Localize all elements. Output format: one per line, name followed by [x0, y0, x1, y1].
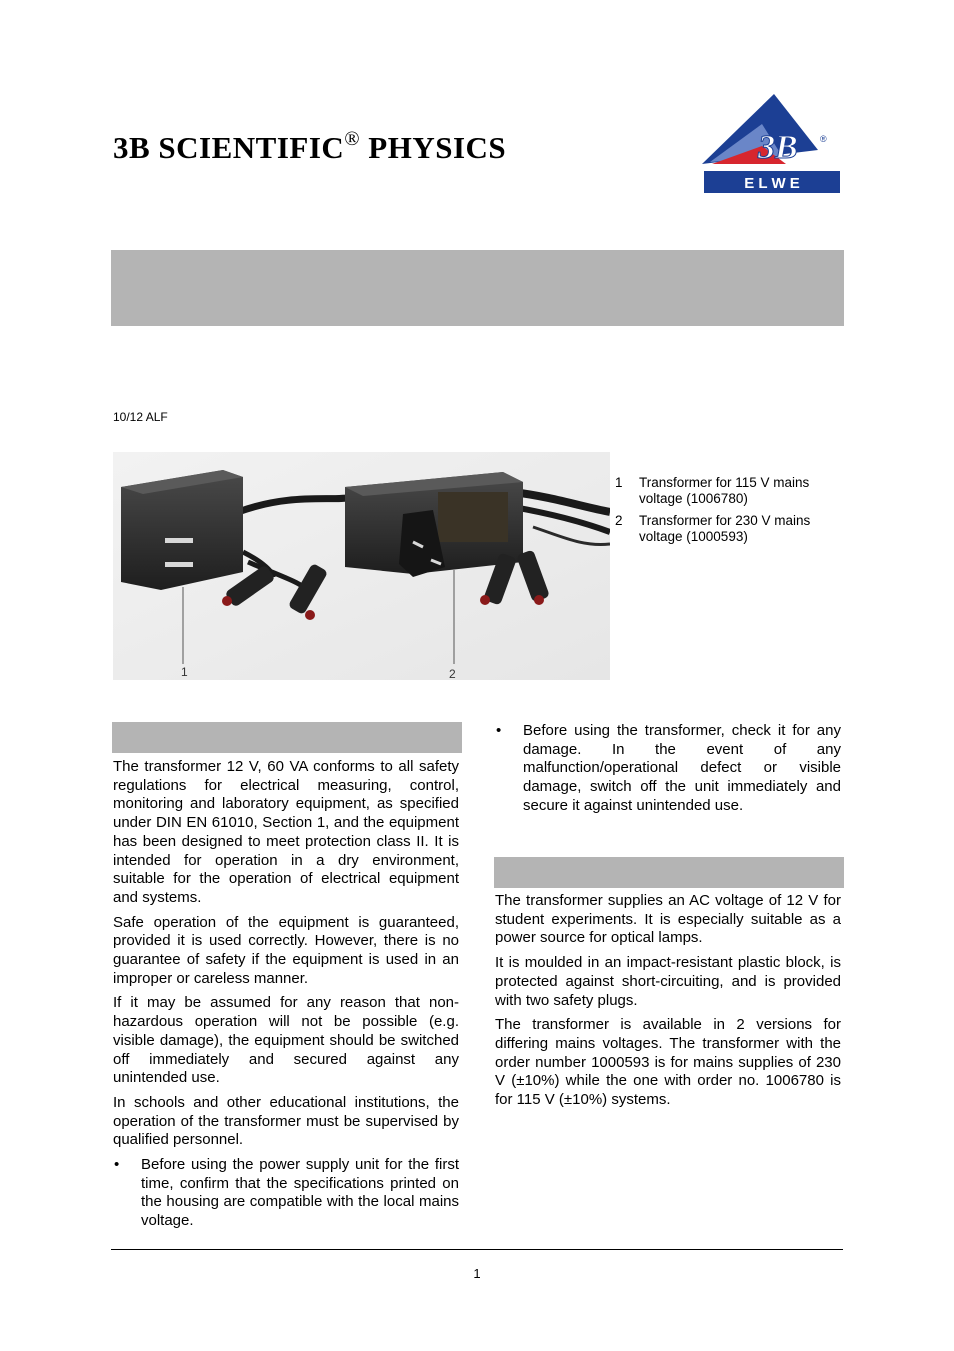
paragraph: The transformer supplies an AC voltage of 12 V for student experiments. It is especially suitable as a power source for optical lamps.: [495, 892, 841, 947]
callout-2: 2: [449, 667, 456, 680]
bullet-list: [495, 722, 841, 816]
right-column-top: [495, 722, 841, 822]
figure-legend: [615, 475, 847, 551]
legend-number: 1: [615, 475, 623, 490]
paragraph: The transformer 12 V, 60 VA conforms to all safety regulations for electrical measuring, control, monitoring and laboratory equipment, as specified under DIN EN 61010, Section 1, and the equipment has been designed to meet protection class II. It is intended for operation in a dry environment, suitable for the operation of electrical equipment and systems.: [113, 758, 459, 906]
legend-item: [615, 513, 847, 545]
legend-text: Transformer for 230 V mains voltage (1000593): [639, 513, 811, 544]
paragraph: Safe operation of the equipment is guaranteed, provided it is used correctly. However, there is no guarantee of safety if the equipment is used in an improper or careless manner.: [113, 913, 459, 987]
right-column: [495, 892, 841, 1116]
brand-title: [113, 128, 506, 166]
paragraph: If it may be assumed for any reason that non-hazardous operation will not be possible (e.g. visible damage), the equipment should be switched off immediately and secured against any unintended use.: [113, 994, 459, 1087]
bullet-item: • Before using the transformer, check it for any damage. In the event of any malfunction/operational defect or visible damage, switch off the unit immediately and secure it against unintended use.: [495, 722, 841, 816]
brand-main: 3B SCIENTIFIC: [113, 130, 345, 165]
plug-prong-icon: [165, 538, 193, 543]
doc-code: 10/12 ALF: [113, 410, 168, 424]
footer-rule: [111, 1249, 843, 1250]
bullet-item: • Before using the power supply unit for the first time, confirm that the specifications printed on the housing are compatible with the local mains voltage.: [113, 1156, 459, 1231]
legend-item: [615, 475, 847, 507]
plug-tip-icon: [480, 595, 490, 605]
transformer-label-icon: [438, 492, 508, 542]
page-number: 1: [473, 1266, 481, 1281]
plug-tip-icon: [222, 596, 232, 606]
paragraph: The transformer is available in 2 versions for differing mains voltages. The transformer with the order number 1000593 is for mains supplies of 230 V (±10%) while the one with order no. 1006780 is for 115 V (±10%) systems.: [495, 1016, 841, 1109]
registered-mark: ®: [344, 128, 361, 150]
plug-tip-icon: [305, 610, 315, 620]
plug-prong-icon: [165, 562, 193, 567]
logo-mark: 3B: [758, 129, 798, 166]
callout-1: 1: [181, 665, 188, 679]
logo-bar-text: E L W E: [744, 175, 800, 192]
plug-tip-icon: [534, 595, 544, 605]
product-photo: [113, 452, 610, 680]
bullet-list: [113, 1156, 459, 1231]
left-column: [113, 758, 459, 1237]
legend-number: 2: [615, 513, 623, 528]
brand-suffix: PHYSICS: [360, 130, 507, 165]
section-band-left: [112, 722, 462, 753]
legend-text: Transformer for 115 V mains voltage (1006780): [639, 475, 810, 506]
logo-reg: ®: [820, 134, 827, 144]
section-band-right: [494, 857, 844, 888]
title-band: [111, 250, 844, 326]
3b-elwe-logo: [702, 94, 842, 194]
paragraph: It is moulded in an impact-resistant plastic block, is protected against short-circuiting, and is provided with two safety plugs.: [495, 954, 841, 1009]
paragraph: In schools and other educational institutions, the operation of the transformer must be supervised by qualified personnel.: [113, 1093, 459, 1149]
